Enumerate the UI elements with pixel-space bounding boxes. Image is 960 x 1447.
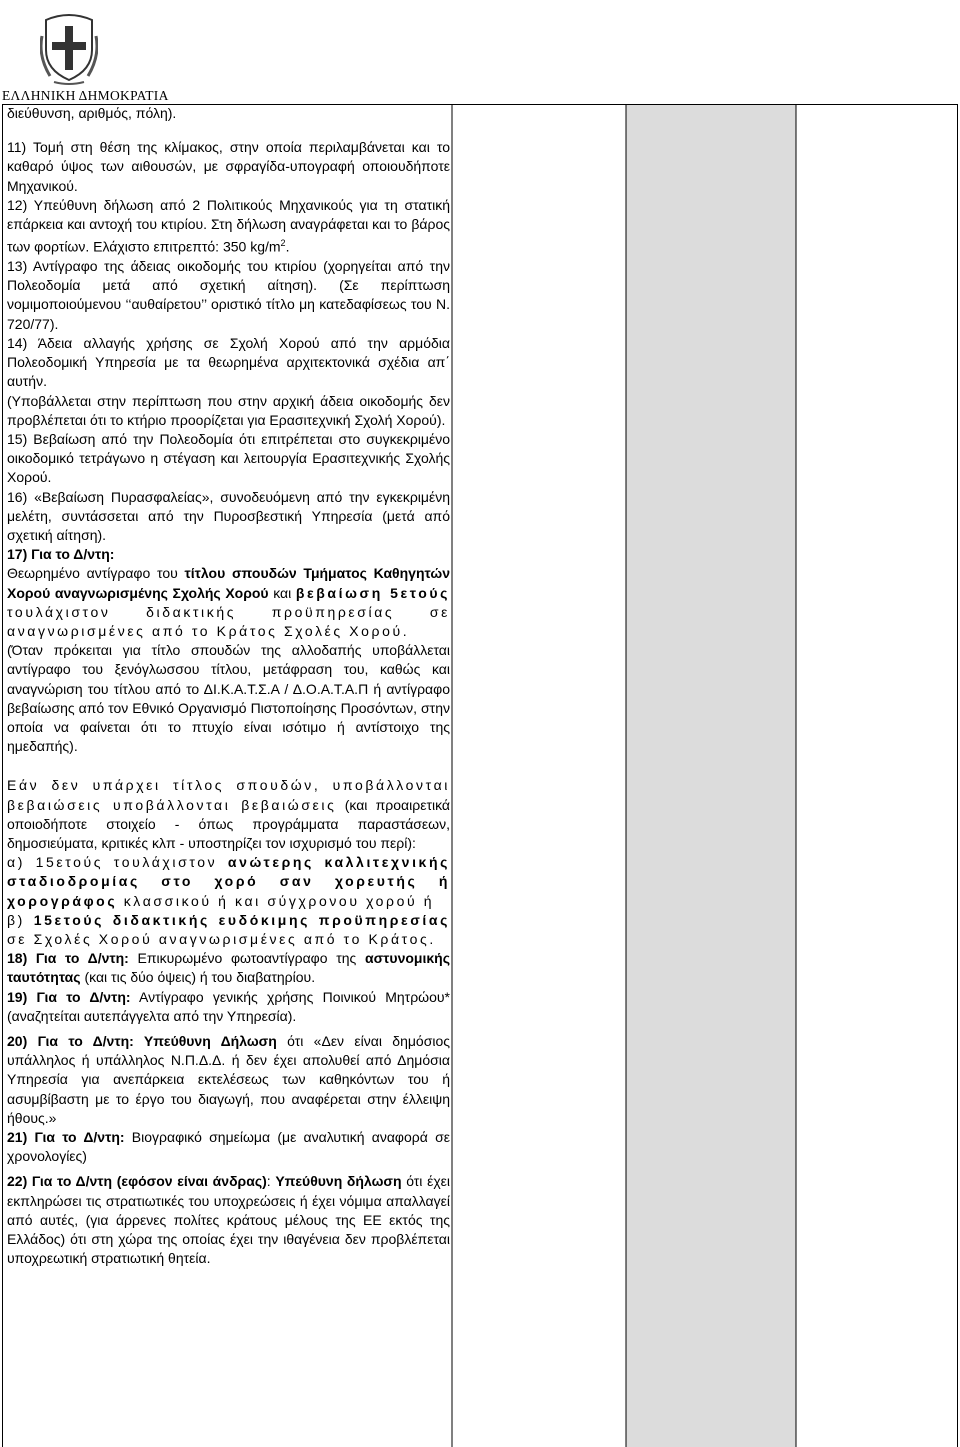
item-17-heading: 17) Για το Δ/ντη: [7,546,115,563]
alternative-b: β) 15ετούς διδακτικής ευδόκιμης προϋπηρεσίας σε Σχολές Χορού αναγνωρισμένες από το Κράτος. [7,911,451,947]
alternative-evidence: Εάν δεν υπάρχει τίτλος σπουδών, υποβάλλονται βεβαιώσεις υποβάλλονται βεβαιώσεις (και προαιρετικά οποιοδήποτε στοιχείο - όπως προγράμματα παραστάσεων, δημοσιεύματα, κριτικές κλπ - υποστηρίζει τον ισχυρισμό του περί): [7,777,451,851]
item-20: 20) Για το Δ/ντη: Υπεύθυνη Δήλωση ότι «Δεν είναι δημόσιος υπάλληλος ή υπάλληλος Ν.Π.Δ.Δ. ή δεν έχει απολυθεί από Δημόσια Υπηρεσία για ανεπάρκεια εκτελέσεως των καθηκόντων του ή ασυμβίβαστη με το έργο του διαγωγή, που αναφέρεται στην έλλειψη ήθους.» [7,1033,450,1126]
requirements-column [7,104,450,1268]
item-22: 22) Για το Δ/ντη (εφόσον είναι άνδρας): Υπεύθυνη δήλωση ότι έχει εκπληρώσει τις στρατιωτικές του υποχρεώσεις ή έχει νόμιμα απαλλαγεί από αυτές, (για άρρενες πολίτες κράτους μέλους της ΕΕ εκτός της Ελλάδος) ότι στη χώρα της οποίας έχει την ιθαγένεια δεν προβλέπεται υποχρεωτική στρατιωτική θητεία. [7,1173,451,1267]
item-13: 13) Αντίγραφο της άδειας οικοδομής του κτιρίου (χορηγείται από την Πολεοδομία μετά από σχετική αίτηση). (Σε περίπτωση νομιμοποιούμενου ‘‘αυθαίρετου’’ οριστικό τίτλο μη κατεδαφίσεως του Ν. 720/77). [7,258,450,332]
item-18: 18) Για το Δ/ντη: Επικυρωμένο φωτοαντίγραφο της αστυνομικής ταυτότητας (και τις δύο όψεις) ή του διαβατηρίου. [7,950,450,986]
item-14: 14) Άδεια αλλαγής χρήσης σε Σχολή Χορού από την αρμόδια Πολεοδομική Υπηρεσία με τα θεωρημένα αρχιτεκτονικά σχέδια απ΄ αυτήν. [7,334,450,390]
item-16: 16) «Βεβαίωση Πυρασφαλείας», συνοδευόμενη από την εγκεκριμένη μελέτη, συντάσσεται από την Πυροσβεστική Υπηρεσία (μετά από σχετική αίτηση). [7,488,450,543]
item-11: 11) Τομή στη θέση της κλίμακος, στην οποία περιλαμβάνεται και το καθαρό ύψος των αιθουσών, με σφραγίδα-υπογραφή οποιουδήποτε Μηχανικού. [7,139,450,194]
alternative-a: α) 15ετούς τουλάχιστον ανώτερης καλλιτεχνικής σταδιοδρομίας στο χορό σαν χορευτής ή χορογράφος κλασσικού ή και σύγχρονου χορού ή [7,854,451,909]
item-19: 19) Για το Δ/ντη: Αντίγραφο γενικής χρήσης Ποινικού Μητρώου* (αναζητείται αυτεπάγγελτα από την Υπηρεσία). [7,988,450,1024]
greek-coat-of-arms-icon [40,6,98,86]
item-15: 15) Βεβαίωση από την Πολεοδομία ότι επιτρέπεται στο συγκεκριμένο οικοδομικό τετράγωνο η στέγαση και λειτουργία Ερασιτεχνικής Σχολής Χορού. [7,430,450,486]
address-tail: διεύθυνση, αριθμός, πόλη). [7,105,177,121]
item-12: 12) Υπεύθυνη δήλωση από 2 Πολιτικούς Μηχανικούς για τη στατική επάρκεια και αντοχή του κτιρίου. Στη δήλωση αναγράφεται και το βάρος των φορτίων. Ελάχιστο επιτρεπτό: 350 $kg/m^2$. [7,196,450,255]
state-name: ΕΛΛΗΝΙΚΗ ΔΗΜΟΚΡΑΤΙΑ [2,88,169,103]
item-17: Θεωρημένο αντίγραφο του τίτλου σπουδών Τμήματος Καθηγητών Χορού αναγνωρισμένης Σχολής Χορού και βεβαίωση 5ετούς τουλάχιστον διδακτικής προϋπηρεσίας σε αναγνωρισμένες από το Κράτος Σχολές Χορού. [7,565,450,639]
item-14-note: (Υποβάλλεται στην περίπτωση που στην αρχική άδεια οικοδομής δεν προβλέπεται ότι το κτήριο προορίζεται για Ερασιτεχνική Σχολή Χορού). [7,392,450,428]
item-17-note: (Όταν πρόκειται για τίτλο σπουδών της αλλοδαπής υποβάλλεται αντίγραφο του ξενόγλωσσου τίτλου, μετάφραση του, καθώς και αναγνώριση του τίτλου από το ΔΙ.Κ.Α.Τ.Σ.Α / Δ.Ο.Α.Τ.Α.Π ή αντίγραφο βεβαίωσης από τον Εθνικό Οργανισμό Πιστοποίησης Προσόντων, στην οποία να φαίνεται ότι το πτυχίο είναι ισότιμο ή αντίστοιχο της ημεδαπής). [7,642,450,755]
item-21: 21) Για το Δ/ντη: Βιογραφικό σημείωμα (με αναλυτική αναφορά σε χρονολογίες) [7,1129,450,1165]
